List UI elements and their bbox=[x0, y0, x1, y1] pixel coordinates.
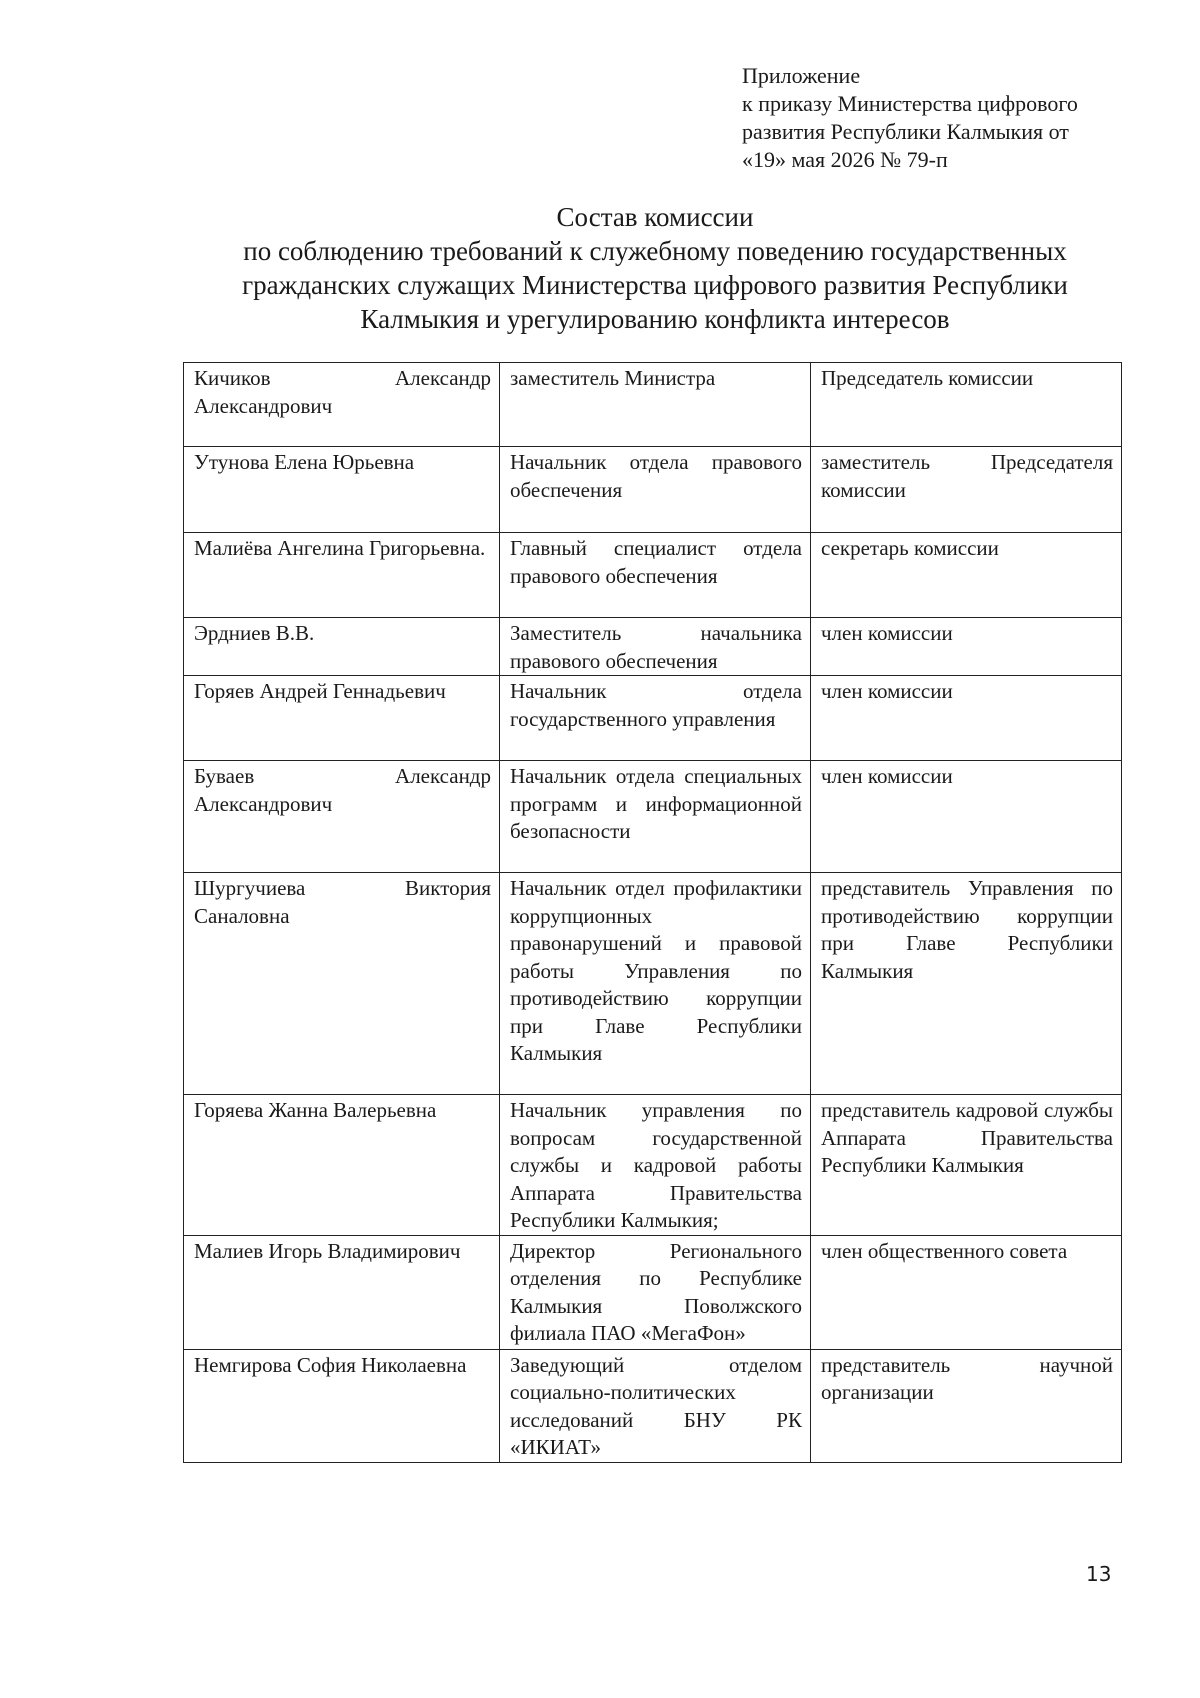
document-title bbox=[200, 200, 1110, 336]
member-position: Директор Регионального отделения по Республике Калмыкия Поволжского филиала ПАО «МегаФон» bbox=[500, 1235, 811, 1349]
table-row bbox=[184, 873, 1122, 1095]
appendix-line: «19» мая 2026 № 79-п bbox=[742, 147, 948, 172]
page-number: 13 bbox=[1086, 1562, 1112, 1586]
appendix-line: развития Республики Калмыкия от bbox=[742, 119, 1069, 144]
member-name: Немгирова София Николаевна bbox=[184, 1349, 500, 1462]
member-position: Начальник управления по вопросам государственной службы и кадровой работы Аппарата Правительства Республики Калмыкия; bbox=[500, 1095, 811, 1236]
appendix-line: Приложение bbox=[742, 63, 861, 88]
table-row bbox=[184, 363, 1122, 447]
member-position: заместитель Министра bbox=[500, 363, 811, 447]
member-name: Эрдниев В.В. bbox=[184, 618, 500, 676]
member-role: представитель кадровой службы Аппарата Правительства Республики Калмыкия bbox=[811, 1095, 1122, 1236]
member-position: Начальник отдел профилактики коррупционных правонарушений и правовой работы Управления по противодействию коррупции при Главе Республики Калмыкия bbox=[500, 873, 811, 1095]
appendix-line: к приказу Министерства цифрового bbox=[742, 91, 1078, 116]
member-role: Председатель комиссии bbox=[811, 363, 1122, 447]
member-role: член комиссии bbox=[811, 618, 1122, 676]
member-role: заместитель Председателя комиссии bbox=[811, 447, 1122, 533]
appendix-note bbox=[742, 62, 1142, 174]
member-name: Горяева Жанна Валерьевна bbox=[184, 1095, 500, 1236]
title-line: по соблюдению требований к служебному поведению государственных bbox=[243, 236, 1067, 266]
table-row bbox=[184, 1095, 1122, 1236]
member-name: Утунова Елена Юрьевна bbox=[184, 447, 500, 533]
member-position: Главный специалист отдела правового обеспечения bbox=[500, 533, 811, 618]
member-position: Начальник отдела правового обеспечения bbox=[500, 447, 811, 533]
committee-table bbox=[183, 362, 1122, 1463]
member-name: Буваев Александр Александрович bbox=[184, 761, 500, 873]
member-role: представитель научной организации bbox=[811, 1349, 1122, 1462]
title-line: Калмыкия и урегулированию конфликта интересов bbox=[360, 304, 950, 334]
table-row bbox=[184, 676, 1122, 761]
member-position: Начальник отдела государственного управления bbox=[500, 676, 811, 761]
member-role: представитель Управления по противодействию коррупции при Главе Республики Калмыкия bbox=[811, 873, 1122, 1095]
table-row bbox=[184, 1349, 1122, 1462]
member-role: член комиссии bbox=[811, 761, 1122, 873]
member-name: Горяев Андрей Геннадьевич bbox=[184, 676, 500, 761]
table-row bbox=[184, 533, 1122, 618]
table-row bbox=[184, 761, 1122, 873]
table-row bbox=[184, 618, 1122, 676]
member-name: Шургучиева Виктория Саналовна bbox=[184, 873, 500, 1095]
title-line: Состав комиссии bbox=[556, 202, 754, 232]
table-row bbox=[184, 447, 1122, 533]
member-name: Малиёва Ангелина Григорьевна. bbox=[184, 533, 500, 618]
member-role: член комиссии bbox=[811, 676, 1122, 761]
member-name: Кичиков Александр Александрович bbox=[184, 363, 500, 447]
member-position: Заведующий отделом социально-политических исследований БНУ РК «ИКИАТ» bbox=[500, 1349, 811, 1462]
member-position: Заместитель начальника правового обеспечения bbox=[500, 618, 811, 676]
title-line: гражданских служащих Министерства цифрового развития Республики bbox=[242, 270, 1068, 300]
member-role: член общественного совета bbox=[811, 1235, 1122, 1349]
member-role: секретарь комиссии bbox=[811, 533, 1122, 618]
member-name: Малиев Игорь Владимирович bbox=[184, 1235, 500, 1349]
member-position: Начальник отдела специальных программ и информационной безопасности bbox=[500, 761, 811, 873]
table-row bbox=[184, 1235, 1122, 1349]
